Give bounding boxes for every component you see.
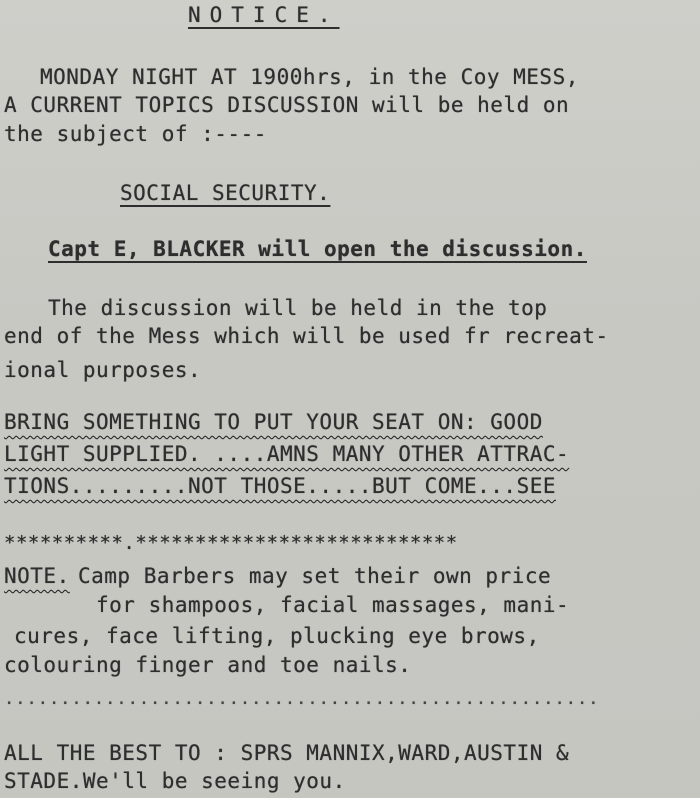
announce-line-2: A CURRENT TOPICS DISCUSSION will be held on bbox=[4, 93, 570, 117]
discussion-opener: Capt E, BLACKER will open the discussion. bbox=[48, 237, 587, 261]
announce-line-1: MONDAY NIGHT AT 1900hrs, in the Coy MESS, bbox=[40, 65, 579, 89]
bring-line-1: BRING SOMETHING TO PUT YOUR SEAT ON: GOOD bbox=[4, 410, 543, 434]
bring-line-2: LIGHT SUPPLIED. ....AMNS MANY OTHER ATTRAC- bbox=[4, 442, 570, 466]
note-label: NOTE. bbox=[4, 564, 70, 588]
venue-line-3: ional purposes. bbox=[4, 358, 202, 382]
bring-line-3: TIONS.........NOT THOSE.....BUT COME...SEE bbox=[4, 474, 557, 498]
dots-divider: ..................................................... bbox=[4, 689, 600, 709]
notice-title: NOTICE. bbox=[188, 3, 340, 27]
venue-line-1: The discussion will be held in the top bbox=[48, 296, 548, 320]
announce-line-3: the subject of :---- bbox=[4, 122, 267, 146]
farewell-line-2: STADE.We'll be seeing you. bbox=[4, 769, 346, 793]
note-line-2: for shampoos, facial massages, mani- bbox=[96, 593, 570, 617]
farewell-line-1: ALL THE BEST TO : SPRS MANNIX,WARD,AUSTIN & bbox=[4, 741, 570, 765]
discussion-subject: SOCIAL SECURITY. bbox=[120, 181, 331, 205]
stars-divider: **********.*************************** bbox=[4, 532, 458, 554]
note-line-4: colouring finger and toe nails. bbox=[4, 653, 412, 677]
note-line-3: cures, face lifting, plucking eye brows, bbox=[14, 624, 540, 648]
venue-line-2: end of the Mess which will be used fr recreat- bbox=[4, 324, 609, 348]
note-line-1: Camp Barbers may set their own price bbox=[78, 564, 552, 588]
